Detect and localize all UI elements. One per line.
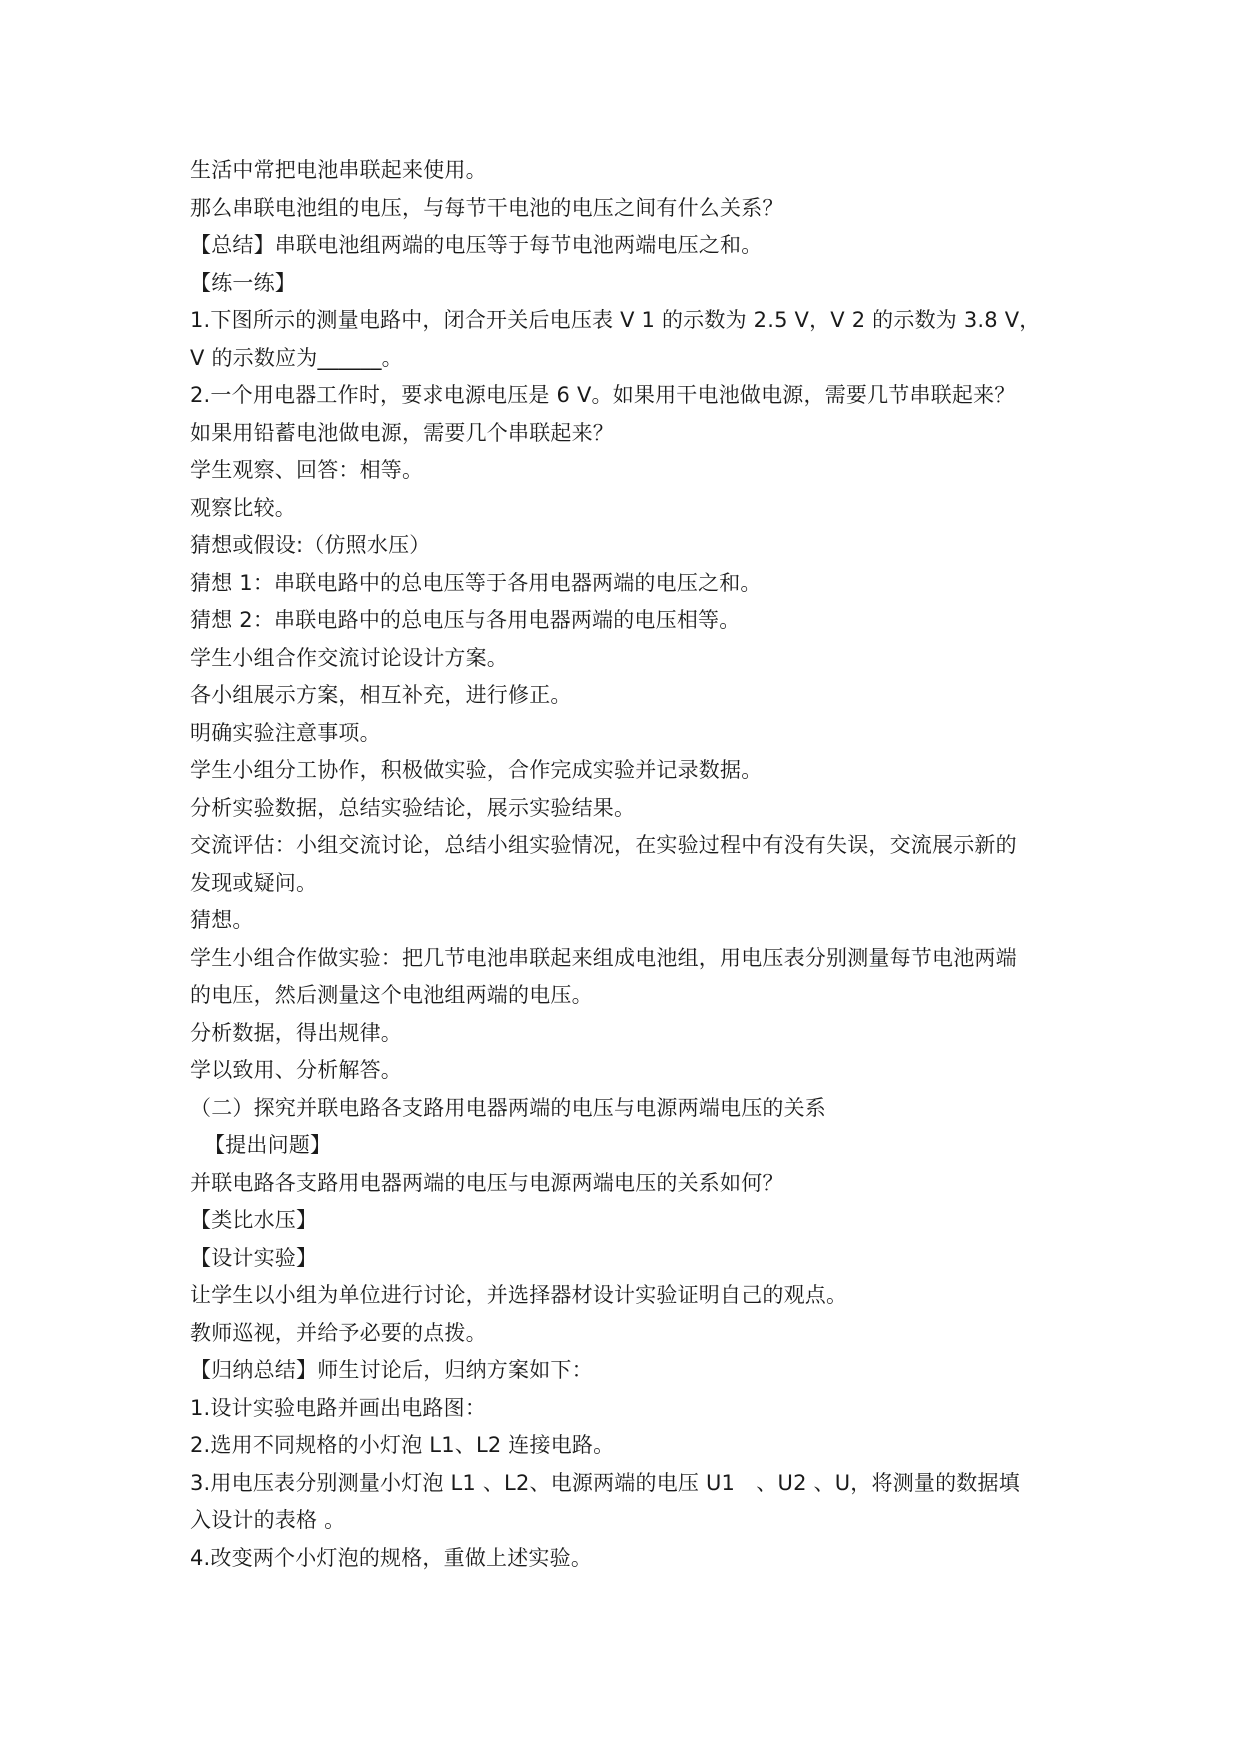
text-line: 学生小组合作交流讨论设计方案。: [190, 645, 508, 670]
step-1-line: 1.设计实验电路并画出电路图：: [190, 1395, 487, 1420]
text-line: 生活中常把电池串联起来使用。: [190, 158, 487, 182]
section-heading-practice: 【练一练】: [190, 270, 296, 295]
summary-heading-line: 【归纳总结】师生讨论后，归纳方案如下：: [190, 1358, 593, 1382]
text-line: 分析实验数据，总结实验结论，展示实验结果。: [190, 795, 636, 820]
text-line: 发现或疑问。: [190, 870, 318, 895]
text-line: 学以致用、分析解答。: [190, 1058, 402, 1082]
section-heading-design: 【设计实验】: [190, 1245, 318, 1270]
text-line: 教师巡视，并给予必要的点拨。: [190, 1320, 487, 1345]
exercise-2-line: 2.一个用电器工作时，要求电源电压是 6 V。如果用干电池做电源，需要几节串联起来？: [190, 383, 1016, 407]
step-3-line: 3.用电压表分别测量小灯泡 L1 、L2、电源两端的电压 U1 、U2 、U，将测量的数据填: [190, 1470, 1020, 1495]
text-line: 猜想。: [190, 908, 254, 932]
text-line: 学生小组分工协作，积极做实验，合作完成实验并记录数据。: [190, 758, 763, 782]
text-line: 猜想或假设:（仿照水压）: [190, 533, 431, 557]
text-line: 交流评估：小组交流讨论，总结小组实验情况，在实验过程中有没有失误，交流展示新的: [190, 833, 1017, 857]
section-heading-question: 【提出问题】: [204, 1133, 332, 1157]
section-heading-analogy: 【类比水压】: [190, 1208, 318, 1232]
text-line: 分析数据，得出规律。: [190, 1020, 402, 1045]
section-heading-parallel: （二）探究并联电路各支路用电器两端的电压与电源两端电压的关系: [190, 1095, 826, 1120]
text-line: 学生小组合作做实验：把几节电池串联起来组成电池组，用电压表分别测量每节电池两端: [190, 945, 1017, 970]
text-line: 各小组展示方案，相互补充，进行修正。: [190, 683, 572, 707]
text-line: 明确实验注意事项。: [190, 720, 381, 745]
exercise-2-line: 如果用铅蓄电池做电源，需要几个串联起来？: [190, 420, 614, 445]
text-line: 那么串联电池组的电压，与每节干电池的电压之间有什么关系？: [190, 195, 784, 220]
hypothesis-1-line: 猜想 1：串联电路中的总电压等于各用电器两端的电压之和。: [190, 570, 762, 595]
text-line: 观察比较。: [190, 495, 296, 520]
exercise-1-line: V 的示数应为______。: [190, 345, 403, 370]
text-line: 学生观察、回答：相等。: [190, 458, 424, 482]
exercise-1-line: 1.下图所示的测量电路中，闭合开关后电压表 V 1 的示数为 2.5 V，V 2 的示数为 3.8 V，: [190, 308, 1041, 332]
text-line: 的电压，然后测量这个电池组两端的电压。: [190, 983, 593, 1007]
document-body: [190, 152, 1060, 1577]
text-line: 让学生以小组为单位进行讨论，并选择器材设计实验证明自己的观点。: [190, 1283, 848, 1307]
text-line: 并联电路各支路用电器两端的电压与电源两端电压的关系如何？: [190, 1170, 784, 1195]
step-4-line: 4.改变两个小灯泡的规格，重做上述实验。: [190, 1545, 593, 1570]
summary-line: 【总结】串联电池组两端的电压等于每节电池两端电压之和。: [190, 233, 763, 257]
step-2-line: 2.选用不同规格的小灯泡 L1、L2 连接电路。: [190, 1433, 615, 1457]
step-3-line: 入设计的表格 。: [190, 1508, 346, 1532]
hypothesis-2-line: 猜想 2：串联电路中的总电压与各用电器两端的电压相等。: [190, 608, 741, 632]
